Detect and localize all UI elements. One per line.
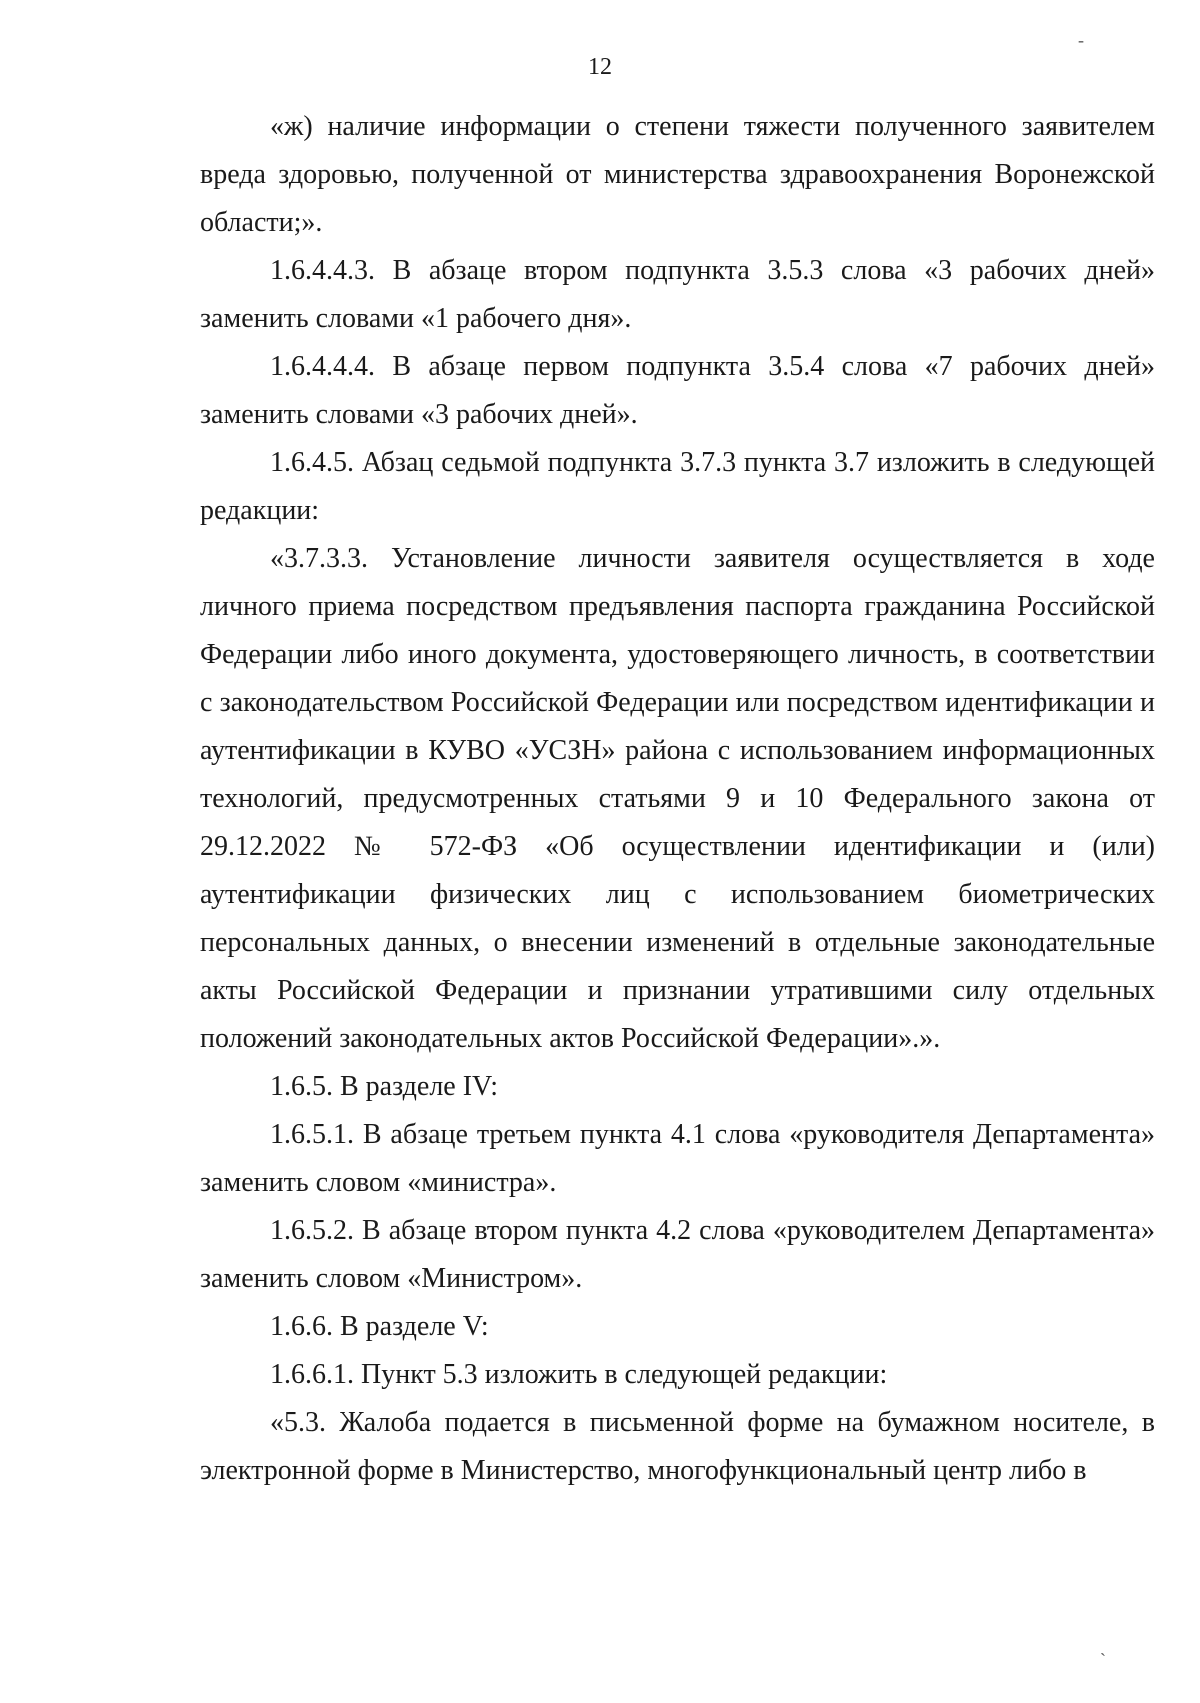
scan-mark: ` xyxy=(1100,1650,1106,1670)
paragraph: «ж) наличие информации о степени тяжести полученного заявителем вреда здоровью, полученной от министерства здравоохранения Воронежской области;». xyxy=(200,111,1155,238)
paragraph: «3.7.3.3. Установление личности заявителя осуществляется в ходе личного приема посредством предъявления паспорта гражданина Российской Федерации либо иного документа, удостоверяющего личность, в соответствии с законодательством Российской Федерации или посредством идентификации и аутентификации в КУВО «УСЗН» района с использованием информационных технологий, предусмотренных статьями 9 и 10 Федерального закона от 29.12.2022 № 572-ФЗ «Об осуществлении идентификации и (или) аутентификации физических лиц с использованием биометрических персональных данных, о внесении изменений в отдельные законодательные акты Российской Федерации и признании утратившими силу отдельных положений законодательных актов Российской Федерации».». xyxy=(200,543,1155,1054)
paragraph: 1.6.5.2. В абзаце втором пункта 4.2 слова «руководителем Департамента» заменить словом «Министром». xyxy=(200,1215,1155,1294)
document-body xyxy=(200,103,1155,1495)
paragraph: 1.6.4.5. Абзац седьмой подпункта 3.7.3 пункта 3.7 изложить в следующей редакции: xyxy=(200,447,1155,526)
paragraph: 1.6.4.4.4. В абзаце первом подпункта 3.5.4 слова «7 рабочих дней» заменить словами «3 рабочих дней». xyxy=(200,351,1155,430)
paragraph: 1.6.6.1. Пункт 5.3 изложить в следующей редакции: xyxy=(270,1359,888,1390)
page-number: 12 xyxy=(588,54,612,80)
paragraph: 1.6.5.1. В абзаце третьем пункта 4.1 слова «руководителя Департамента» заменить словом «министра». xyxy=(200,1119,1155,1198)
paragraph: 1.6.5. В разделе IV: xyxy=(270,1071,498,1102)
paragraph: 1.6.4.4.3. В абзаце втором подпункта 3.5.3 слова «3 рабочих дней» заменить словами «1 рабочего дня». xyxy=(200,255,1155,334)
paragraph: «5.3. Жалоба подается в письменной форме на бумажном носителе, в электронной форме в Министерство, многофункциональный центр либо в xyxy=(200,1407,1155,1486)
scan-mark: - xyxy=(1078,30,1084,50)
paragraph: 1.6.6. В разделе V: xyxy=(270,1311,489,1342)
